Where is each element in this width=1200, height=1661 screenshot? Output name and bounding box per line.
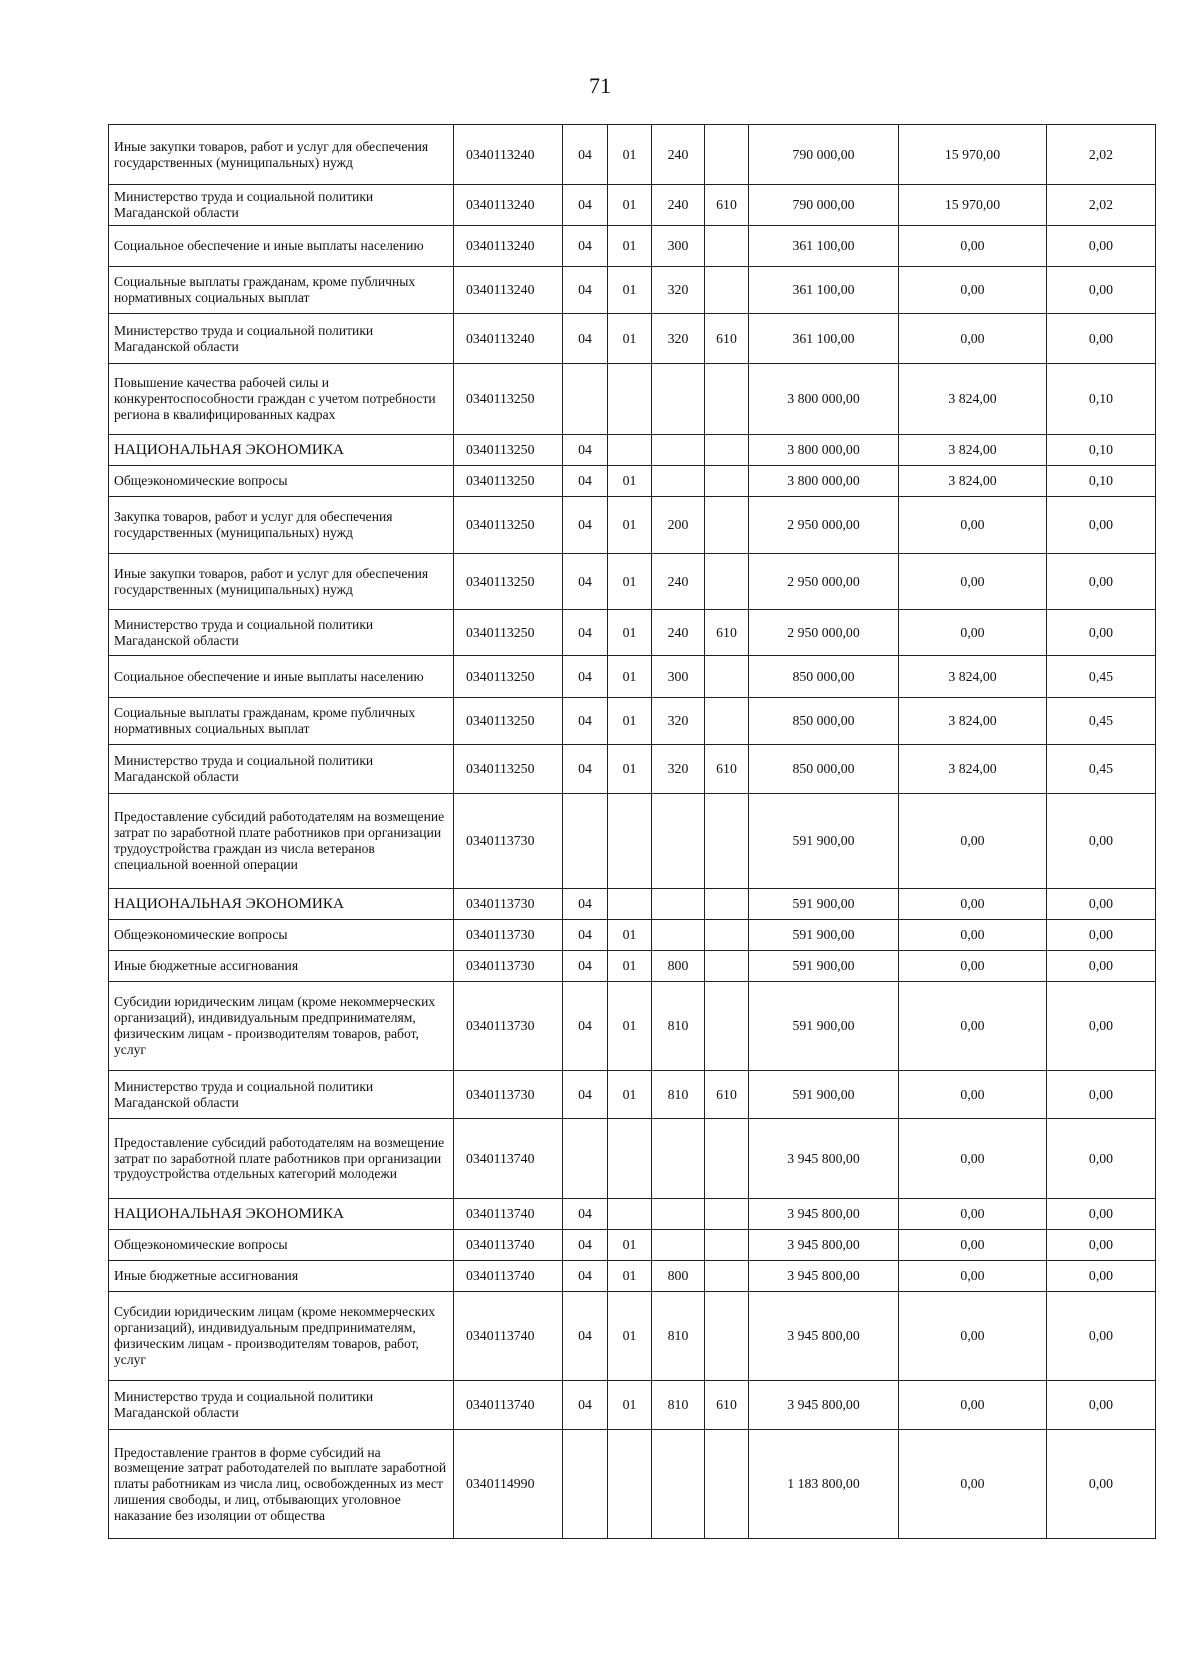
cell-actual-amount: 15 970,00 <box>899 185 1047 226</box>
cell-actual-amount: 3 824,00 <box>899 698 1047 745</box>
cell-section: 04 <box>563 920 608 951</box>
cell-section: 04 <box>563 1230 608 1261</box>
cell-name: Иные закупки товаров, работ и услуг для обеспечения государственных (муниципальных) нужд <box>109 125 454 185</box>
cell-department <box>705 1199 749 1230</box>
cell-department <box>705 466 749 497</box>
cell-subsection <box>608 364 652 435</box>
cell-target-article: 0340113730 <box>454 920 563 951</box>
cell-section <box>563 794 608 889</box>
cell-name: Министерство труда и социальной политики Магаданской области <box>109 1381 454 1430</box>
cell-actual-amount: 0,00 <box>899 889 1047 920</box>
cell-expense-type: 320 <box>652 314 705 364</box>
cell-name: Предоставление субсидий работодателям на возмещение затрат по заработной плате работников при организации трудоустройства граждан из числа ветеранов специальной военной операции <box>109 794 454 889</box>
table-row <box>109 951 1156 982</box>
cell-expense-type <box>652 364 705 435</box>
cell-target-article: 0340113250 <box>454 610 563 656</box>
cell-expense-type <box>652 920 705 951</box>
cell-section: 04 <box>563 314 608 364</box>
cell-subsection: 01 <box>608 1071 652 1119</box>
cell-expense-type: 240 <box>652 610 705 656</box>
cell-name: НАЦИОНАЛЬНАЯ ЭКОНОМИКА <box>109 435 454 466</box>
cell-subsection: 01 <box>608 497 652 554</box>
cell-actual-amount: 0,00 <box>899 610 1047 656</box>
cell-section: 04 <box>563 1071 608 1119</box>
cell-target-article: 0340113250 <box>454 554 563 610</box>
cell-expense-type <box>652 889 705 920</box>
cell-expense-type: 810 <box>652 1071 705 1119</box>
cell-department <box>705 364 749 435</box>
cell-department <box>705 656 749 698</box>
cell-subsection: 01 <box>608 1261 652 1292</box>
cell-actual-amount: 0,00 <box>899 982 1047 1071</box>
cell-target-article: 0340113730 <box>454 794 563 889</box>
cell-percent: 0,00 <box>1047 226 1156 267</box>
cell-percent: 0,00 <box>1047 920 1156 951</box>
cell-section: 04 <box>563 435 608 466</box>
cell-planned-amount: 3 800 000,00 <box>749 364 899 435</box>
cell-percent: 0,45 <box>1047 745 1156 794</box>
cell-percent: 0,00 <box>1047 314 1156 364</box>
cell-department <box>705 1230 749 1261</box>
cell-target-article: 0340113240 <box>454 185 563 226</box>
table-row <box>109 364 1156 435</box>
table-row <box>109 920 1156 951</box>
cell-department <box>705 1430 749 1539</box>
cell-section: 04 <box>563 267 608 314</box>
cell-percent: 0,00 <box>1047 1292 1156 1381</box>
cell-department <box>705 1292 749 1381</box>
cell-planned-amount: 591 900,00 <box>749 889 899 920</box>
cell-subsection <box>608 1199 652 1230</box>
cell-target-article: 0340113740 <box>454 1230 563 1261</box>
cell-percent: 0,00 <box>1047 1119 1156 1199</box>
cell-department <box>705 125 749 185</box>
cell-subsection: 01 <box>608 1381 652 1430</box>
cell-department <box>705 982 749 1071</box>
cell-planned-amount: 3 945 800,00 <box>749 1230 899 1261</box>
cell-section: 04 <box>563 982 608 1071</box>
cell-percent: 2,02 <box>1047 125 1156 185</box>
cell-actual-amount: 0,00 <box>899 226 1047 267</box>
cell-target-article: 0340113730 <box>454 1071 563 1119</box>
cell-section: 04 <box>563 889 608 920</box>
cell-subsection <box>608 889 652 920</box>
cell-subsection: 01 <box>608 125 652 185</box>
cell-name: Социальные выплаты гражданам, кроме публичных нормативных социальных выплат <box>109 698 454 745</box>
cell-percent: 0,00 <box>1047 267 1156 314</box>
cell-name: Предоставление субсидий работодателям на возмещение затрат по заработной плате работников при организации трудоустройства отдельных категорий молодежи <box>109 1119 454 1199</box>
cell-actual-amount: 0,00 <box>899 314 1047 364</box>
table-row <box>109 497 1156 554</box>
cell-department <box>705 267 749 314</box>
cell-name: Социальные выплаты гражданам, кроме публичных нормативных социальных выплат <box>109 267 454 314</box>
table-row <box>109 1071 1156 1119</box>
cell-actual-amount: 0,00 <box>899 497 1047 554</box>
cell-expense-type: 320 <box>652 745 705 794</box>
cell-section: 04 <box>563 656 608 698</box>
cell-target-article: 0340113250 <box>454 364 563 435</box>
cell-actual-amount: 0,00 <box>899 951 1047 982</box>
cell-planned-amount: 591 900,00 <box>749 920 899 951</box>
cell-name: Иные бюджетные ассигнования <box>109 1261 454 1292</box>
cell-name: Общеэкономические вопросы <box>109 466 454 497</box>
cell-percent: 0,45 <box>1047 656 1156 698</box>
cell-department: 610 <box>705 745 749 794</box>
cell-expense-type <box>652 1230 705 1261</box>
cell-name: Министерство труда и социальной политики Магаданской области <box>109 745 454 794</box>
cell-subsection: 01 <box>608 1292 652 1381</box>
cell-percent: 2,02 <box>1047 185 1156 226</box>
cell-expense-type: 320 <box>652 267 705 314</box>
cell-name: Министерство труда и социальной политики Магаданской области <box>109 1071 454 1119</box>
cell-planned-amount: 3 800 000,00 <box>749 466 899 497</box>
cell-actual-amount: 0,00 <box>899 920 1047 951</box>
cell-expense-type <box>652 794 705 889</box>
table-row <box>109 1292 1156 1381</box>
cell-department <box>705 889 749 920</box>
cell-expense-type <box>652 466 705 497</box>
cell-actual-amount: 0,00 <box>899 1261 1047 1292</box>
cell-expense-type: 800 <box>652 951 705 982</box>
cell-section: 04 <box>563 951 608 982</box>
cell-subsection: 01 <box>608 951 652 982</box>
cell-subsection <box>608 794 652 889</box>
cell-subsection: 01 <box>608 982 652 1071</box>
cell-subsection: 01 <box>608 610 652 656</box>
cell-percent: 0,45 <box>1047 698 1156 745</box>
cell-target-article: 0340113250 <box>454 698 563 745</box>
cell-name: Повышение качества рабочей силы и конкурентоспособности граждан с учетом потребности региона в квалифицированных кадрах <box>109 364 454 435</box>
table-row <box>109 1381 1156 1430</box>
table-row <box>109 698 1156 745</box>
cell-department <box>705 226 749 267</box>
cell-subsection: 01 <box>608 314 652 364</box>
cell-actual-amount: 0,00 <box>899 794 1047 889</box>
cell-actual-amount: 0,00 <box>899 267 1047 314</box>
table-row <box>109 1261 1156 1292</box>
cell-planned-amount: 2 950 000,00 <box>749 554 899 610</box>
cell-subsection: 01 <box>608 1230 652 1261</box>
cell-planned-amount: 591 900,00 <box>749 982 899 1071</box>
cell-percent: 0,00 <box>1047 1261 1156 1292</box>
cell-target-article: 0340113740 <box>454 1119 563 1199</box>
cell-department <box>705 951 749 982</box>
cell-planned-amount: 850 000,00 <box>749 745 899 794</box>
cell-name: Субсидии юридическим лицам (кроме некоммерческих организаций), индивидуальным предпринимателям, физическим лицам - производителям товаров, работ, услуг <box>109 1292 454 1381</box>
cell-subsection: 01 <box>608 698 652 745</box>
cell-department <box>705 497 749 554</box>
cell-target-article: 0340113730 <box>454 982 563 1071</box>
cell-target-article: 0340113250 <box>454 466 563 497</box>
cell-section: 04 <box>563 1292 608 1381</box>
cell-expense-type: 320 <box>652 698 705 745</box>
cell-target-article: 0340113250 <box>454 497 563 554</box>
cell-actual-amount: 0,00 <box>899 1071 1047 1119</box>
cell-actual-amount: 15 970,00 <box>899 125 1047 185</box>
cell-planned-amount: 2 950 000,00 <box>749 497 899 554</box>
cell-planned-amount: 591 900,00 <box>749 794 899 889</box>
cell-percent: 0,10 <box>1047 435 1156 466</box>
cell-section: 04 <box>563 1381 608 1430</box>
cell-name: Социальное обеспечение и иные выплаты населению <box>109 226 454 267</box>
table-row <box>109 610 1156 656</box>
cell-actual-amount: 0,00 <box>899 1119 1047 1199</box>
cell-planned-amount: 3 945 800,00 <box>749 1119 899 1199</box>
cell-subsection: 01 <box>608 656 652 698</box>
cell-section: 04 <box>563 497 608 554</box>
table-row <box>109 656 1156 698</box>
cell-expense-type: 800 <box>652 1261 705 1292</box>
cell-actual-amount: 0,00 <box>899 1430 1047 1539</box>
cell-section: 04 <box>563 554 608 610</box>
table-row <box>109 226 1156 267</box>
table-row <box>109 1119 1156 1199</box>
cell-department <box>705 1119 749 1199</box>
cell-percent: 0,00 <box>1047 951 1156 982</box>
cell-planned-amount: 3 945 800,00 <box>749 1381 899 1430</box>
cell-target-article: 0340113740 <box>454 1381 563 1430</box>
budget-table <box>108 124 1156 1539</box>
cell-name: НАЦИОНАЛЬНАЯ ЭКОНОМИКА <box>109 1199 454 1230</box>
cell-percent: 0,00 <box>1047 497 1156 554</box>
cell-expense-type: 810 <box>652 982 705 1071</box>
cell-actual-amount: 3 824,00 <box>899 466 1047 497</box>
cell-name: Закупка товаров, работ и услуг для обеспечения государственных (муниципальных) нужд <box>109 497 454 554</box>
cell-actual-amount: 0,00 <box>899 1199 1047 1230</box>
cell-department: 610 <box>705 1071 749 1119</box>
cell-actual-amount: 3 824,00 <box>899 435 1047 466</box>
cell-target-article: 0340113240 <box>454 125 563 185</box>
cell-percent: 0,00 <box>1047 794 1156 889</box>
cell-actual-amount: 3 824,00 <box>899 656 1047 698</box>
cell-percent: 0,00 <box>1047 1199 1156 1230</box>
cell-name: Социальное обеспечение и иные выплаты населению <box>109 656 454 698</box>
cell-target-article: 0340113240 <box>454 226 563 267</box>
cell-name: Иные закупки товаров, работ и услуг для обеспечения государственных (муниципальных) нужд <box>109 554 454 610</box>
cell-section: 04 <box>563 698 608 745</box>
table-row <box>109 554 1156 610</box>
cell-department: 610 <box>705 314 749 364</box>
cell-name: Общеэкономические вопросы <box>109 1230 454 1261</box>
cell-percent: 0,00 <box>1047 1071 1156 1119</box>
cell-planned-amount: 591 900,00 <box>749 951 899 982</box>
cell-name: Министерство труда и социальной политики Магаданской области <box>109 610 454 656</box>
cell-department: 610 <box>705 610 749 656</box>
cell-expense-type: 810 <box>652 1381 705 1430</box>
cell-section: 04 <box>563 185 608 226</box>
cell-planned-amount: 850 000,00 <box>749 698 899 745</box>
table-row <box>109 982 1156 1071</box>
cell-percent: 0,00 <box>1047 610 1156 656</box>
cell-department <box>705 794 749 889</box>
cell-target-article: 0340113240 <box>454 267 563 314</box>
cell-percent: 0,00 <box>1047 1430 1156 1539</box>
cell-name: НАЦИОНАЛЬНАЯ ЭКОНОМИКА <box>109 889 454 920</box>
cell-section <box>563 1119 608 1199</box>
cell-percent: 0,00 <box>1047 1381 1156 1430</box>
cell-percent: 0,10 <box>1047 466 1156 497</box>
cell-section: 04 <box>563 1199 608 1230</box>
cell-department <box>705 435 749 466</box>
cell-planned-amount: 361 100,00 <box>749 267 899 314</box>
cell-expense-type: 810 <box>652 1292 705 1381</box>
cell-section: 04 <box>563 610 608 656</box>
table-row <box>109 1230 1156 1261</box>
cell-actual-amount: 3 824,00 <box>899 364 1047 435</box>
cell-subsection: 01 <box>608 745 652 794</box>
cell-name: Предоставление грантов в форме субсидий на возмещение затрат работодателей по выплате заработной платы работникам из числа лиц, освобожденных из мест лишения свободы, и лиц, отбывающих уголовное наказание без изоляции от общества <box>109 1430 454 1539</box>
cell-actual-amount: 3 824,00 <box>899 745 1047 794</box>
cell-actual-amount: 0,00 <box>899 1381 1047 1430</box>
cell-target-article: 0340113740 <box>454 1199 563 1230</box>
cell-expense-type <box>652 1430 705 1539</box>
cell-expense-type: 240 <box>652 125 705 185</box>
cell-department <box>705 554 749 610</box>
cell-percent: 0,00 <box>1047 889 1156 920</box>
cell-section: 04 <box>563 466 608 497</box>
cell-actual-amount: 0,00 <box>899 1230 1047 1261</box>
cell-name: Министерство труда и социальной политики Магаданской области <box>109 185 454 226</box>
cell-expense-type <box>652 1119 705 1199</box>
cell-planned-amount: 790 000,00 <box>749 185 899 226</box>
cell-section: 04 <box>563 125 608 185</box>
cell-subsection: 01 <box>608 554 652 610</box>
page-number: 71 <box>589 73 611 98</box>
cell-planned-amount: 591 900,00 <box>749 1071 899 1119</box>
cell-percent: 0,00 <box>1047 982 1156 1071</box>
cell-planned-amount: 3 945 800,00 <box>749 1199 899 1230</box>
cell-planned-amount: 1 183 800,00 <box>749 1430 899 1539</box>
cell-department <box>705 1261 749 1292</box>
cell-name: Общеэкономические вопросы <box>109 920 454 951</box>
cell-percent: 0,10 <box>1047 364 1156 435</box>
cell-target-article: 0340113740 <box>454 1261 563 1292</box>
cell-planned-amount: 361 100,00 <box>749 226 899 267</box>
cell-section: 04 <box>563 745 608 794</box>
cell-section <box>563 1430 608 1539</box>
cell-planned-amount: 850 000,00 <box>749 656 899 698</box>
cell-subsection: 01 <box>608 920 652 951</box>
cell-department: 610 <box>705 185 749 226</box>
table-row <box>109 1199 1156 1230</box>
cell-target-article: 0340114990 <box>454 1430 563 1539</box>
cell-section: 04 <box>563 226 608 267</box>
table-row <box>109 889 1156 920</box>
cell-target-article: 0340113240 <box>454 314 563 364</box>
table-row <box>109 125 1156 185</box>
cell-name: Иные бюджетные ассигнования <box>109 951 454 982</box>
table-row <box>109 435 1156 466</box>
cell-subsection: 01 <box>608 185 652 226</box>
cell-planned-amount: 790 000,00 <box>749 125 899 185</box>
cell-planned-amount: 3 800 000,00 <box>749 435 899 466</box>
cell-expense-type: 240 <box>652 185 705 226</box>
cell-actual-amount: 0,00 <box>899 1292 1047 1381</box>
cell-subsection: 01 <box>608 226 652 267</box>
cell-planned-amount: 2 950 000,00 <box>749 610 899 656</box>
cell-planned-amount: 3 945 800,00 <box>749 1261 899 1292</box>
cell-expense-type <box>652 435 705 466</box>
cell-subsection <box>608 435 652 466</box>
cell-subsection <box>608 1430 652 1539</box>
cell-percent: 0,00 <box>1047 554 1156 610</box>
table-row <box>109 794 1156 889</box>
cell-target-article: 0340113730 <box>454 889 563 920</box>
cell-target-article: 0340113740 <box>454 1292 563 1381</box>
table-row <box>109 1430 1156 1539</box>
cell-percent: 0,00 <box>1047 1230 1156 1261</box>
table-row <box>109 185 1156 226</box>
cell-department: 610 <box>705 1381 749 1430</box>
cell-section <box>563 364 608 435</box>
cell-subsection: 01 <box>608 267 652 314</box>
table-row <box>109 466 1156 497</box>
cell-target-article: 0340113250 <box>454 435 563 466</box>
cell-expense-type: 240 <box>652 554 705 610</box>
cell-expense-type: 200 <box>652 497 705 554</box>
cell-department <box>705 920 749 951</box>
cell-expense-type: 300 <box>652 226 705 267</box>
cell-target-article: 0340113730 <box>454 951 563 982</box>
cell-department <box>705 698 749 745</box>
cell-planned-amount: 361 100,00 <box>749 314 899 364</box>
cell-section: 04 <box>563 1261 608 1292</box>
cell-planned-amount: 3 945 800,00 <box>749 1292 899 1381</box>
cell-target-article: 0340113250 <box>454 745 563 794</box>
cell-target-article: 0340113250 <box>454 656 563 698</box>
cell-name: Субсидии юридическим лицам (кроме некоммерческих организаций), индивидуальным предпринимателям, физическим лицам - производителям товаров, работ, услуг <box>109 982 454 1071</box>
cell-subsection <box>608 1119 652 1199</box>
cell-name: Министерство труда и социальной политики Магаданской области <box>109 314 454 364</box>
cell-actual-amount: 0,00 <box>899 554 1047 610</box>
table-row <box>109 314 1156 364</box>
table-row <box>109 745 1156 794</box>
cell-expense-type <box>652 1199 705 1230</box>
cell-subsection: 01 <box>608 466 652 497</box>
table-row <box>109 267 1156 314</box>
cell-expense-type: 300 <box>652 656 705 698</box>
